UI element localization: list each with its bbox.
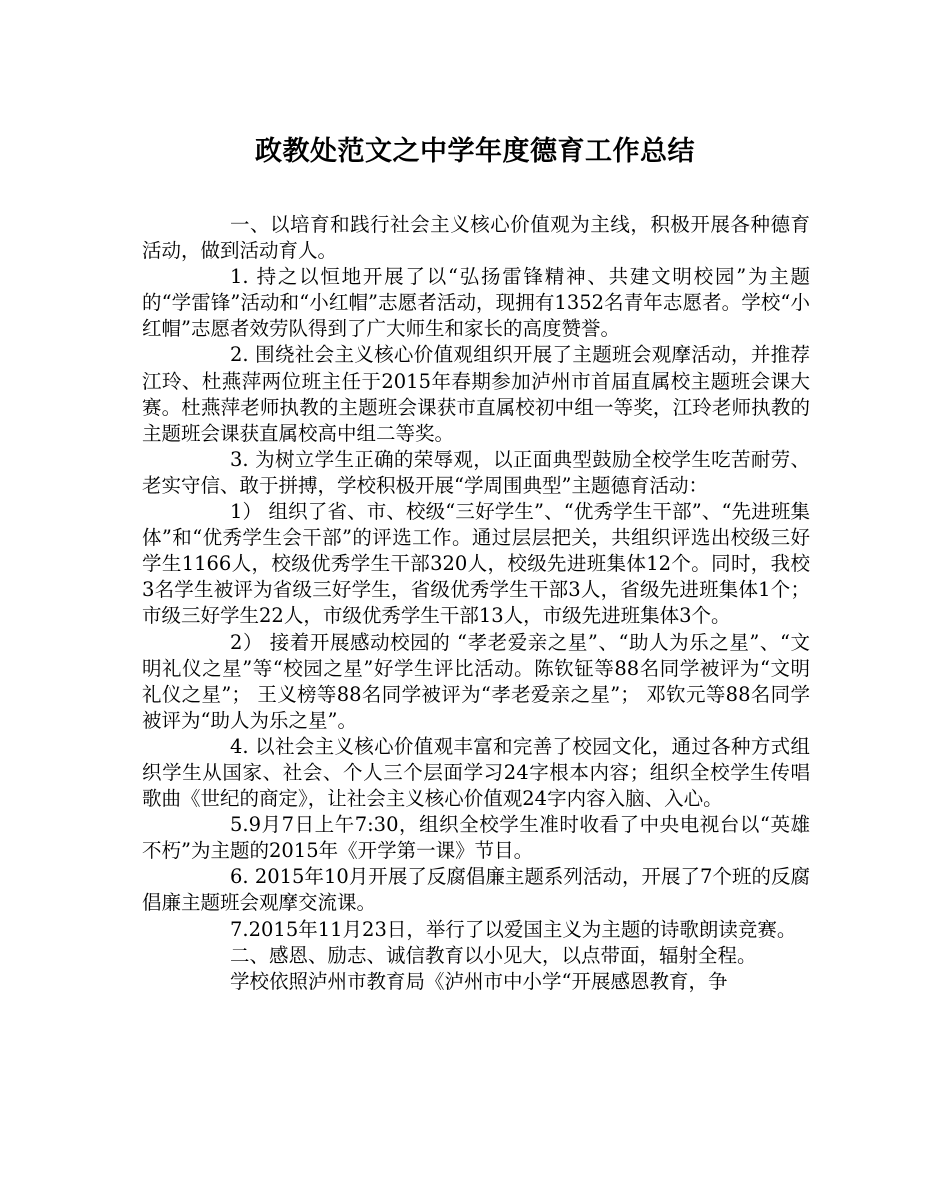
paragraph-subitem-2: 2） 接着开展感动校园的 “孝老爱亲之星”、“助人为乐之星”、“文明礼仪之星”等“校园之星”好学生评比活动。陈钦钲等88名同学被评为“文明礼仪之星”； 王义榜等88名同学被评为“孝老爱亲之星”； 邓钦元等88名同学被评为“助人为乐之星”。 [142, 630, 810, 732]
paragraph-item-3: 3. 为树立学生正确的荣辱观，以正面典型鼓励全校学生吃苦耐劳、老实守信、敢于拼搏，学校积极开展“学周围典型”主题德育活动： [142, 447, 810, 497]
paragraph-item-5: 5.9月7日上午7:30，组织全校学生准时收看了中央电视台以“英雄不朽”为主题的2015年《开学第一课》节目。 [142, 813, 810, 863]
paragraph-section-2-heading: 二、感恩、励志、诚信教育以小见大，以点带面，辐射全程。 [230, 943, 757, 967]
document-body [142, 212, 810, 995]
paragraph-subitem-1: 1） 组织了省、市、校级“三好学生”、“优秀学生干部”、“先进班集体”和“优秀学生会干部”的评选工作。通过层层把关，共组织评选出校级三好学生1166人，校级优秀学生干部320人，校级先进班集体12个。同时，我校3名学生被评为省级三好学生，省级优秀学生干部3人，省级先进班集体1个；市级三好学生22人，市级优秀学生干部13人，市级先进班集体3个。 [142, 500, 810, 628]
paragraph-item-1: 1. 持之以恒地开展了以“弘扬雷锋精神、共建文明校园”为主题的“学雷锋”活动和“小红帽”志愿者活动，现拥有1352名青年志愿者。学校“小红帽”志愿者效劳队得到了广大师生和家长的高度赞誉。 [142, 265, 810, 341]
paragraph-item-7: 7.2015年11月23日，举行了以爱国主义为主题的诗歌朗读竞赛。 [230, 917, 797, 941]
paragraph-section-2-text: 学校依照泸州市教育局《泸州市中小学“开展感恩教育，争 [230, 969, 728, 993]
document-title: 政教处范文之中学年度德育工作总结 [255, 136, 695, 167]
paragraph-item-2: 2. 围绕社会主义核心价值观组织开展了主题班会观摩活动，并推荐江玲、杜燕萍两位班主任于2015年春期参加泸州市首届直属校主题班会课大赛。杜燕萍老师执教的主题班会课获市直属校初中组一等奖，江玲老师执教的主题班会课获直属校高中组二等奖。 [142, 343, 810, 445]
paragraph-item-4: 4. 以社会主义核心价值观丰富和完善了校园文化，通过各种方式组织学生从国家、社会、个人三个层面学习24字根本内容；组织全校学生传唱歌曲《世纪的商定》，让社会主义核心价值观24字内容入脑、入心。 [142, 734, 810, 811]
paragraph-section-1-heading: 一、以培育和践行社会主义核心价值观为主线，积极开展各种德育活动，做到活动育人。 [142, 213, 810, 263]
paragraph-item-6: 6. 2015年10月开展了反腐倡廉主题系列活动，开展了7个班的反腐倡廉主题班会观摩交流课。 [142, 865, 810, 915]
